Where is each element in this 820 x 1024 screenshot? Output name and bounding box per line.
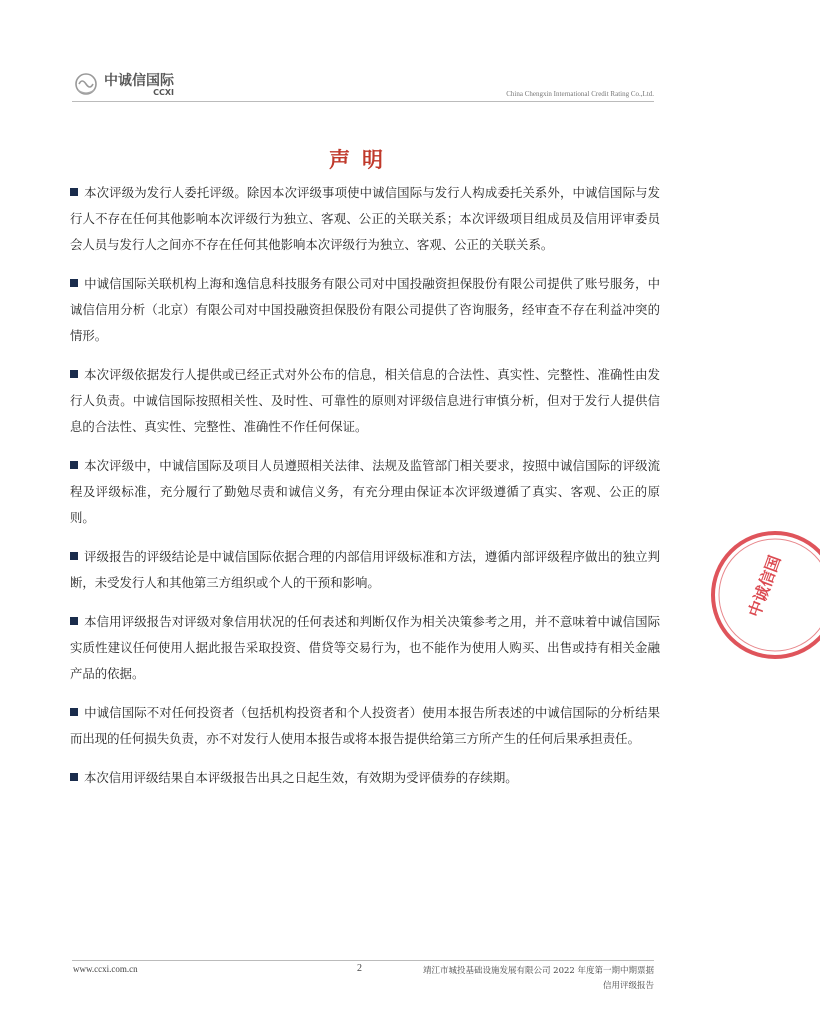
footer-report-title [423, 964, 654, 994]
page-number: 2 [357, 963, 362, 974]
bullet-square-icon [70, 461, 78, 469]
statement-paragraph-6 [70, 609, 660, 687]
footer-report-line-2: 信用评级报告 [602, 981, 654, 991]
paragraph-text: 中诚信国际关联机构上海和逸信息科技服务有限公司对中国投融资担保股份有限公司提供了账号服务，中诚信信用分析（北京）有限公司对中国投融资担保股份有限公司提供了咨询服务，经审查不存在利益冲突的情形。 [70, 276, 660, 343]
page-title: 声明 [329, 148, 395, 172]
bullet-square-icon [70, 552, 78, 560]
bullet-square-icon [70, 708, 78, 716]
header-company-en: China Chengxin International Credit Rating Co.,Ltd. [506, 90, 654, 98]
statement-paragraph-1 [70, 180, 660, 258]
bullet-square-icon [70, 617, 78, 625]
paragraph-text: 本次评级为发行人委托评级。除因本次评级事项使中诚信国际与发行人构成委托关系外，中诚信国际与发行人不存在任何其他影响本次评级行为独立、客观、公正的关联关系；本次评级项目组成员及信用评审委员会人员与发行人之间亦不存在任何其他影响本次评级行为独立、客观、公正的关联关系。 [70, 185, 660, 252]
statement-paragraph-8 [70, 765, 660, 791]
footer-website: www.ccxi.com.cn [73, 964, 138, 974]
paragraph-text: 本信用评级报告对评级对象信用状况的任何表述和判断仅作为相关决策参考之用，并不意味着中诚信国际实质性建议任何使用人据此报告采取投资、借贷等交易行为，也不能作为使用人购买、出售或持有相关金融产品的依据。 [70, 614, 660, 681]
paragraph-text: 本次评级依据发行人提供或已经正式对外公布的信息，相关信息的合法性、真实性、完整性、准确性由发行人负责。中诚信国际按照相关性、及时性、可靠性的原则对评级信息进行审慎分析，但对于发行人提供信息的合法性、真实性、完整性、准确性不作任何保证。 [70, 367, 660, 434]
logo-cn-text: 中诚信国际 [104, 72, 174, 89]
paragraph-text: 本次评级中，中诚信国际及项目人员遵照相关法律、法规及监管部门相关要求，按照中诚信国际的评级流程及评级标准，充分履行了勤勉尽责和诚信义务，有充分理由保证本次评级遵循了真实、客观、公正的原则。 [70, 458, 660, 525]
header-divider [72, 101, 654, 102]
bullet-square-icon [70, 279, 78, 287]
company-seal-stamp [700, 520, 820, 670]
paragraph-text: 本次信用评级结果自本评级报告出具之日起生效，有效期为受评债券的存续期。 [84, 770, 518, 785]
company-logo [72, 72, 174, 98]
footer-report-line-1: 靖江市城投基础设施发展有限公司 2022 年度第一期中期票据 [422, 966, 654, 976]
statement-paragraph-7 [70, 700, 660, 752]
paragraph-text: 评级报告的评级结论是中诚信国际依据合理的内部信用评级标准和方法，遵循内部评级程序做出的独立判断，未受发行人和其他第三方组织或个人的干预和影响。 [70, 549, 660, 590]
paragraph-text: 中诚信国际不对任何投资者（包括机构投资者和个人投资者）使用本报告所表述的中诚信国际的分析结果而出现的任何损失负责，亦不对发行人使用本报告或将本报告提供给第三方所产生的任何后果承担责任。 [70, 705, 660, 746]
bullet-square-icon [70, 188, 78, 196]
footer-divider [72, 960, 654, 961]
statement-paragraph-2 [70, 271, 660, 349]
statement-body [70, 180, 660, 804]
stamp-text: 中诚信国 [744, 552, 785, 620]
bullet-square-icon [70, 370, 78, 378]
statement-paragraph-3 [70, 362, 660, 440]
ccxi-logo-icon [72, 72, 100, 98]
bullet-square-icon [70, 773, 78, 781]
statement-paragraph-4 [70, 453, 660, 531]
logo-en-text: CCXI [153, 87, 174, 97]
statement-paragraph-5 [70, 544, 660, 596]
